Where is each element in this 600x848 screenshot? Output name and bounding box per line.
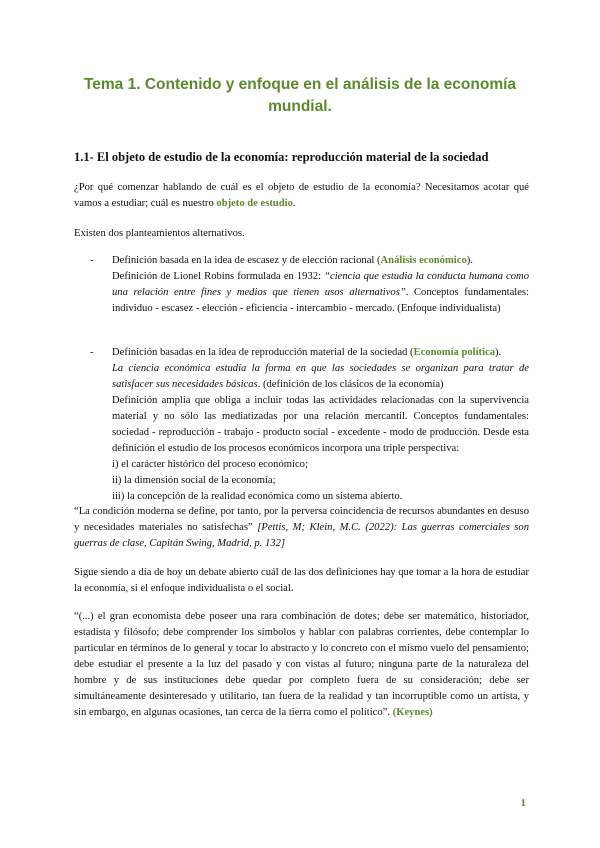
- keynes-quote: “(...) el gran economista debe poseer una rara combinación de dotes; debe ser matemático, historiador, estadista y filósofo; debe comprender los símbolos y hablar con palabras corrientes, debe contemplar lo particular en términos de lo general y tocar lo abstracto y lo concreto con el mismo vuelo del pensamiento; debe estudiar el presente a la luz del pasado y con vistas al futuro; ninguna parte de la naturaleza del hombre y de sus instituciones debe quedar por completo fuera de su consideración; debe ser simultáneamente desinteresado y utilitario, tan fuera de la realidad y tan incorruptible como un artista, y sin embargo, en algunas ocasiones, tan cerca de la tierra como el político”.: [74, 611, 529, 718]
- approaches-intro: Existen dos planteamientos alternativos.: [74, 228, 245, 239]
- bullet-item-political-economy: [112, 345, 529, 505]
- political-economy-highlight: Economía política: [413, 347, 496, 358]
- bullet-marker-2: -: [90, 347, 94, 358]
- object-of-study-highlight: objeto de estudio: [216, 198, 293, 209]
- robbins-quote: “ciencia que estudia la conducta humana como una relación entre fines y medios que tienen usos alternativos”: [112, 271, 530, 298]
- bullet-marker-1: -: [90, 255, 94, 266]
- intro-paragraph: [74, 180, 529, 212]
- classics-quote: La ciencia económica estudia la forma en que las sociedades se organizan para tratar de satisfacer sus necesidades básicas: [112, 363, 529, 390]
- keynes-paragraph: [74, 609, 529, 721]
- intro-end: .: [292, 198, 296, 209]
- page-number: 1: [520, 797, 526, 809]
- quote-citation: [Pettis, M; Klein, M.C. (2022): Las guerras comerciales son guerras de clase, Capitán Swing, Madrid, p. 132]: [74, 522, 529, 549]
- perspective-item: iii) la concepción de la realidad económica como un sistema abierto.: [112, 491, 403, 502]
- debate-paragraph: Sigue siendo a día de hoy un debate abierto cuál de las dos definiciones hay que tomar a la hora de estudiar la economía, si el enfoque individualista o el social.: [74, 567, 529, 594]
- section-heading: 1.1- El objeto de estudio de la economía: reproducción material de la sociedad: [74, 150, 489, 164]
- keynes-attribution: (Keynes): [392, 707, 433, 718]
- bullet1-end: ).: [466, 255, 473, 266]
- bullet2-text: Definición basadas en la idea de reproducción material de la sociedad (: [112, 347, 414, 358]
- robbins-concepts: . Conceptos fundamentales: individuo - escasez - elección - eficiencia - intercambio - mercado. (Enfoque individualista): [112, 287, 529, 314]
- intro-text: ¿Por qué comenzar hablando de cuál es el objeto de estudio de la economía? Necesitamos acotar qué vamos a estudiar; cuál es nuestro: [74, 182, 529, 209]
- economic-analysis-highlight: Análisis económico: [380, 255, 467, 266]
- robbins-prefix: Definición de Lionel Robins formulada en 1932:: [112, 271, 325, 282]
- perspective-item: ii) la dimensión social de la economía;: [112, 475, 276, 486]
- quote-paragraph: [74, 504, 529, 552]
- quote-text: “La condición moderna se define, por tanto, por la perversa coincidencia de recursos abundantes en desuso y necesidades materiales no satisfechas”: [74, 506, 529, 533]
- classics-quote-source: . (definición de los clásicos de la economía): [257, 379, 444, 390]
- bullet1-text: Definición basada en la idea de escasez y de elección racional (: [112, 255, 381, 266]
- bullet-item-economic-analysis: [112, 253, 529, 317]
- broad-definition: Definición amplia que obliga a incluir todas las actividades relacionadas con la supervivencia material y no sólo las mediatizadas por una relación mercantil. Conceptos fundamentales: sociedad - reproducción - trabajo - producto social - excedente - modo de producción. Desde esta definición el estudio de los procesos económicos incorpora una triple perspectiva:: [112, 395, 529, 454]
- bullet2-end: ).: [495, 347, 502, 358]
- perspective-item: i) el carácter histórico del proceso económico;: [112, 459, 308, 470]
- document-title: Tema 1. Contenido y enfoque en el análisis de la economía mundial.: [83, 76, 517, 115]
